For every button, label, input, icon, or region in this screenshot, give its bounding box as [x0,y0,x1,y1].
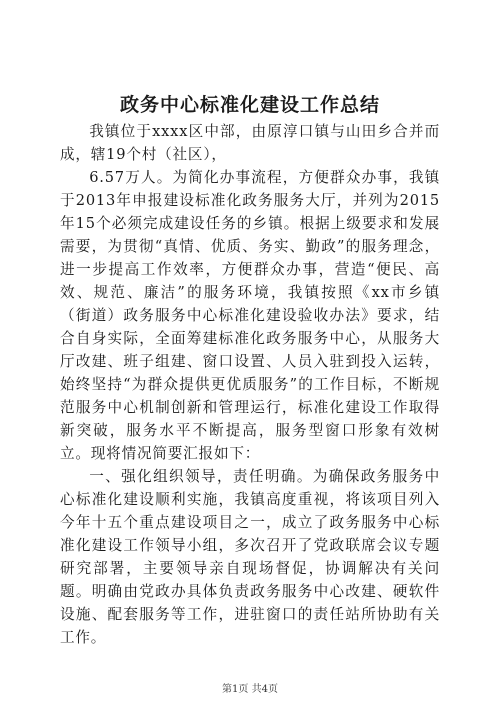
paragraph: 我镇位于xxxx区中部，由原淳口镇与山田乡合并而成，辖19个村（社区）， [60,123,440,163]
paragraph: 6.57万人。为简化办事流程，方便群众办事，我镇于2013年申报建设标准化政务服务大厅，并列为2015年15个必须完成建设任务的乡镇。根据上级要求和发展需要，为贯彻“真情、优质、务实、勤政”的服务理念，进一步提高工作效率，方便群众办事，营造“便民、高效、规范、廉洁”的服务环境，我镇按照《xx市乡镇（街道）政务服务中心标准化建设验收办法》要求，结合自身实际，全面筹建标准化政务服务中心，从服务大厅改建、班子组建、窗口设置、人员入驻到投入运转，始终坚持“为群众提供更优质服务”的工作目标，不断规范服务中心机制创新和管理运行，标准化建设工作取得新突破，服务水平不断提高，服务型窗口形象有效树立。现将情况简要汇报如下： [60,169,440,462]
document-body [60,120,440,649]
paragraph: 一、强化组织领导，责任明确。为确保政务服务中心标准化建设顺利实施，我镇高度重视，将该项目列入今年十五个重点建设项目之一，成立了政务服务中心标准化建设工作领导小组，多次召开了党政联席会议专题研究部署，主要领导亲自现场督促，协调解决有关问题。明确由党政办具体负责政务服务中心改建、硬软件设施、配套服务等工作，进驻窗口的责任站所协助有关工作。 [60,468,440,646]
document-title: 政务中心标准化建设工作总结 [119,94,380,116]
page-number: 第1页 共4页 [222,684,278,695]
